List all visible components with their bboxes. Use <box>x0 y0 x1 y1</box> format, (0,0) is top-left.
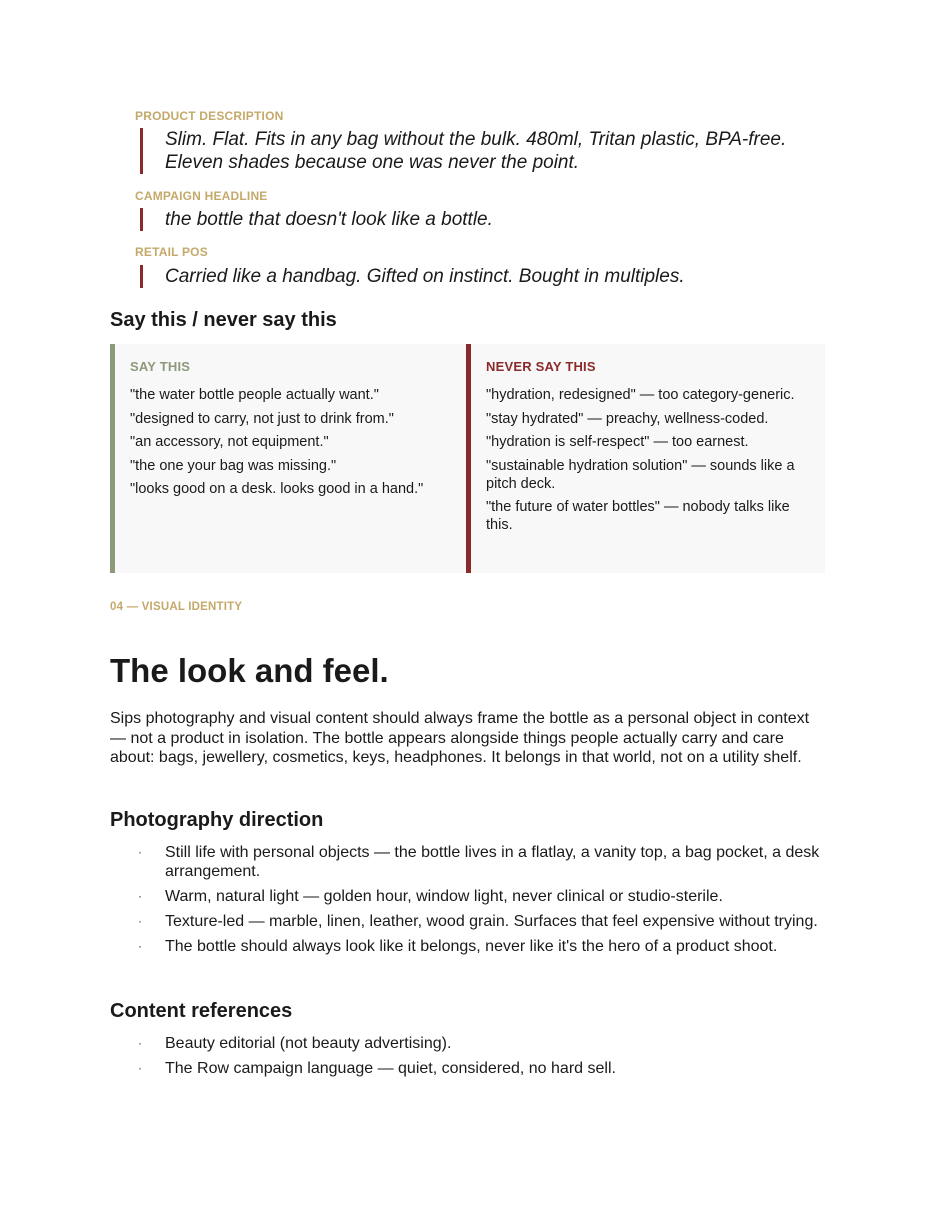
list-item: "stay hydrated" — preachy, wellness-coded. <box>486 410 769 427</box>
list-item: "the one your bag was missing." <box>130 457 337 474</box>
bullet-icon: · <box>138 1036 142 1050</box>
example-quote-campaign-headline: the bottle that doesn't look like a bottle. <box>140 208 825 231</box>
example-label-product-description: PRODUCT DESCRIPTION <box>135 109 284 123</box>
list-item: · The Row campaign language — quiet, considered, no hard sell. <box>138 1060 616 1077</box>
bullet-icon: · <box>138 914 142 928</box>
example-quote-product-description: Slim. Flat. Fits in any bag without the bulk. 480ml, Tritan plastic, BPA-free. Eleven shades because one was never the point. <box>140 128 825 174</box>
list-item: · Beauty editorial (not beauty advertising). <box>138 1035 452 1052</box>
list-item: · Texture-led — marble, linen, leather, wood grain. Surfaces that feel expensive without trying. <box>138 913 818 930</box>
say-never-say-heading: Say this / never say this <box>110 309 337 331</box>
list-item: "looks good on a desk. looks good in a hand." <box>130 481 424 498</box>
example-quote-retail-pos: Carried like a handbag. Gifted on instinct. Bought in multiples. <box>140 265 825 288</box>
photography-direction-list <box>110 843 825 962</box>
content-references-heading: Content references <box>110 1000 293 1022</box>
list-item: "hydration, redesigned" — too category-generic. <box>486 387 795 403</box>
never-say-this-list <box>486 386 815 534</box>
list-item: · Warm, natural light — golden hour, window light, never clinical or studio-sterile. <box>138 888 723 905</box>
list-item: · Still life with personal objects — the bottle lives in a flatlay, a vanity top, a bag pocket, a desk arrangement. <box>138 844 820 880</box>
list-item: "designed to carry, not just to drink from." <box>130 410 394 427</box>
say-never-say-table <box>110 344 825 573</box>
bullet-icon: · <box>138 845 142 859</box>
bullet-icon: · <box>138 939 142 953</box>
section-kicker: 04 — VISUAL IDENTITY <box>110 601 243 613</box>
bullet-icon: · <box>138 889 142 903</box>
list-item: "the water bottle people actually want." <box>130 387 379 403</box>
never-say-this-title: NEVER SAY THIS <box>486 359 596 374</box>
list-item: "the future of water bottles" — nobody talks like this. <box>486 499 790 534</box>
content-references-list <box>110 1034 825 1084</box>
bullet-icon: · <box>138 1061 142 1075</box>
say-this-list <box>130 386 456 498</box>
list-item: · The bottle should always look like it belongs, never like it's the hero of a product shoot. <box>138 938 778 955</box>
never-say-this-column <box>466 344 825 573</box>
section-intro: Sips photography and visual content should always frame the bottle as a personal object in context — not a product in isolation. The bottle appears alongside things people actually carry and care about: bags, jewellery, cosmetics, keys, headphones. It belongs in that world, not on a utility shelf. <box>110 710 810 766</box>
list-item: "an accessory, not equipment." <box>130 434 329 451</box>
section-title: The look and feel. <box>110 652 389 689</box>
example-label-campaign-headline: CAMPAIGN HEADLINE <box>135 189 268 203</box>
list-item: "hydration is self-respect" — too earnest. <box>486 434 749 451</box>
list-item: "sustainable hydration solution" — sounds like a pitch deck. <box>486 457 795 492</box>
example-label-retail-pos: RETAIL POS <box>135 245 208 259</box>
say-this-column <box>110 344 466 573</box>
photography-direction-heading: Photography direction <box>110 809 324 831</box>
say-this-title: SAY THIS <box>130 359 191 374</box>
